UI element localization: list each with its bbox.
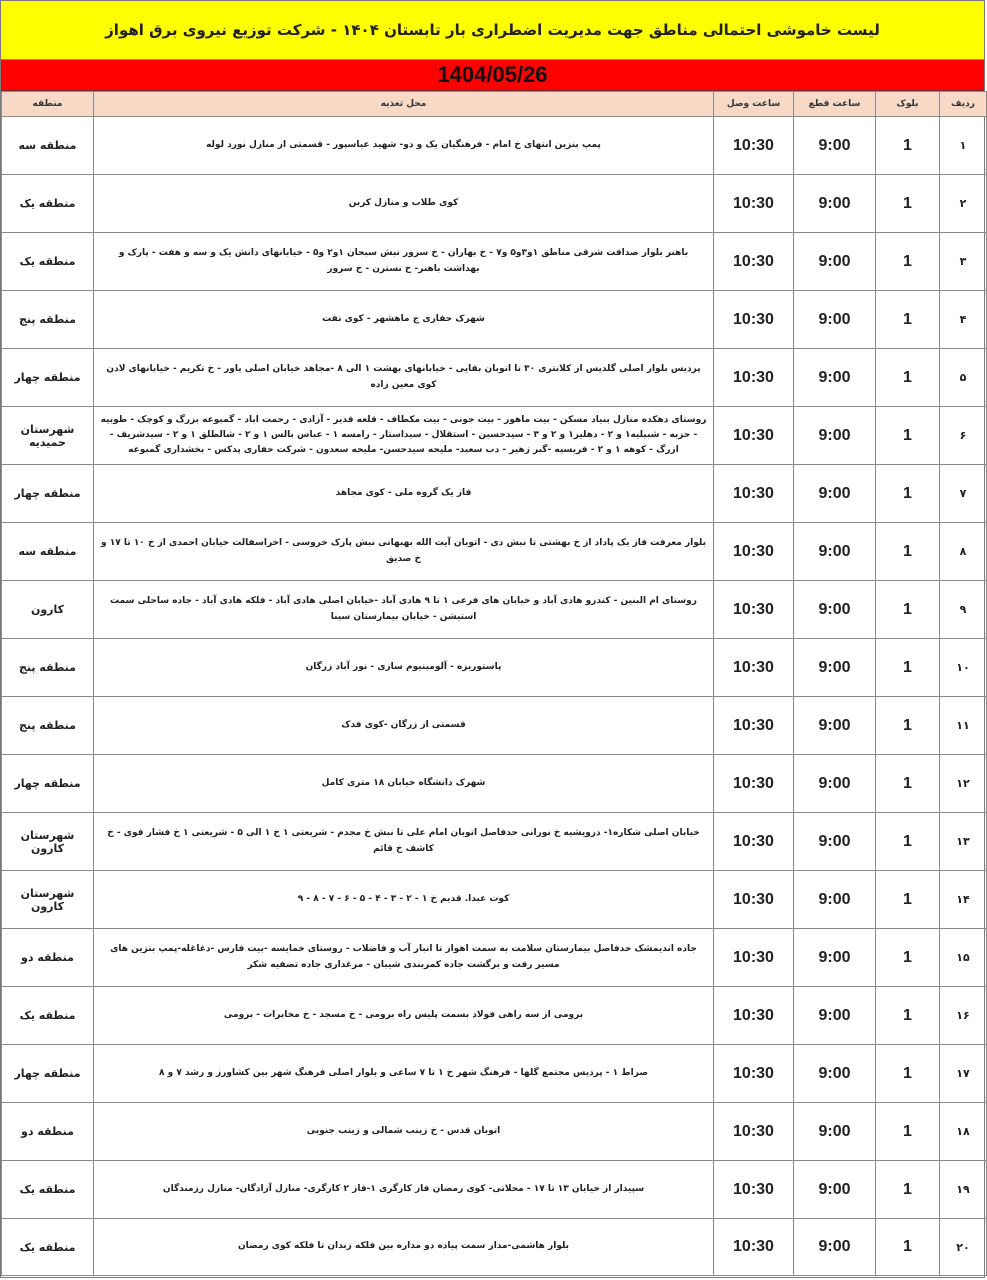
region-name: منطقه یک bbox=[2, 233, 94, 291]
off-time: 9:00 bbox=[794, 407, 876, 465]
location-text: برومی از سه راهی فولاد بسمت پلیس راه برومی - خ مسجد - خ مخابرات - برومی bbox=[94, 987, 714, 1045]
region-name: شهرستان کارون bbox=[2, 813, 94, 871]
row-number: ۱۸ bbox=[940, 1103, 987, 1161]
row-number: ۱۶ bbox=[940, 987, 987, 1045]
location-text: صراط ۱ - پردیس مجتمع گلها - فرهنگ شهر خ ۱ تا ۷ ساعی و بلوار اصلی فرهنگ شهر بین کشاورز و رشد ۷ و ۸ bbox=[94, 1045, 714, 1103]
on-time: 10:30 bbox=[714, 291, 794, 349]
table-row bbox=[2, 175, 987, 233]
block-number: 1 bbox=[876, 291, 940, 349]
off-time: 9:00 bbox=[794, 349, 876, 407]
on-time: 10:30 bbox=[714, 407, 794, 465]
column-header-region: منطقه bbox=[2, 92, 94, 117]
on-time: 10:30 bbox=[714, 929, 794, 987]
region-name: منطقه چهار bbox=[2, 465, 94, 523]
off-time: 9:00 bbox=[794, 581, 876, 639]
location-text: کوت عبدا. قدیم خ ۱ - ۲ - ۳ - ۴ - ۵ - ۶ - ۷ - ۸ - ۹ bbox=[94, 871, 714, 929]
table-row bbox=[2, 755, 987, 813]
location-text: روستای ام البنین - کندرو هادی آباد و خیابان های فرعی ۱ تا ۹ هادی آباد -خیابان اصلی هادی آباد - فلکه هادی آباد - جاده ساحلی سمت استیشن - خیابان بیمارستان سینا bbox=[94, 581, 714, 639]
on-time: 10:30 bbox=[714, 987, 794, 1045]
row-number: ۱۷ bbox=[940, 1045, 987, 1103]
row-number: ۲۰ bbox=[940, 1219, 987, 1276]
location-text: اتوبان قدس - خ زینب شمالی و زینب جنوبی bbox=[94, 1103, 714, 1161]
table-row bbox=[2, 117, 987, 175]
on-time: 10:30 bbox=[714, 175, 794, 233]
block-number: 1 bbox=[876, 929, 940, 987]
region-name: شهرستان کارون bbox=[2, 871, 94, 929]
off-time: 9:00 bbox=[794, 175, 876, 233]
off-time: 9:00 bbox=[794, 987, 876, 1045]
off-time: 9:00 bbox=[794, 697, 876, 755]
region-name: منطقه یک bbox=[2, 175, 94, 233]
table-row bbox=[2, 581, 987, 639]
region-name: منطقه چهار bbox=[2, 349, 94, 407]
location-text: قسمتی از زرگان -کوی فدک bbox=[94, 697, 714, 755]
table-row bbox=[2, 871, 987, 929]
table-row bbox=[2, 813, 987, 871]
outage-table bbox=[1, 91, 987, 1276]
off-time: 9:00 bbox=[794, 871, 876, 929]
table-row bbox=[2, 1103, 987, 1161]
location-text: بلوار هاشمی-مدار سمت پیاده دو مداره بین فلکه زندان تا فلکه کوی رمضان bbox=[94, 1219, 714, 1276]
region-name: منطقه چهار bbox=[2, 1045, 94, 1103]
on-time: 10:30 bbox=[714, 639, 794, 697]
off-time: 9:00 bbox=[794, 1103, 876, 1161]
location-text: فاز یک گروه ملی - کوی مجاهد bbox=[94, 465, 714, 523]
on-time: 10:30 bbox=[714, 349, 794, 407]
table-row bbox=[2, 1045, 987, 1103]
column-header-location: محل تغذیه bbox=[94, 92, 714, 117]
table-header-row bbox=[2, 92, 987, 117]
row-number: ۱۴ bbox=[940, 871, 987, 929]
page-title: لیست خاموشی احتمالی مناطق جهت مدیریت اضطراری بار تابستان ۱۴۰۴ - شرکت توزیع نیروی برق اهواز bbox=[1, 1, 984, 60]
location-text: باهنر بلوار صداقت شرقی مناطق ۱و۳و۵ و۷ - خ بهاران - خ سرور نبش سبحان ۱و۲ و۵ - خیابانهای دانش یک و سه و هفت - پارک و بهداشت باهنر- خ نسترن - خ سرور bbox=[94, 233, 714, 291]
on-time: 10:30 bbox=[714, 233, 794, 291]
region-name: منطقه پنج bbox=[2, 639, 94, 697]
location-text: جاده اندیمشک حدفاصل بیمارستان سلامت به سمت اهواز تا انبار آب و فاضلاب - روستای خمایسه -بیت فارس -دغاغله-پمپ بنزین های مسیر رفت و برگشت جاده کمربندی شیبان - مرغداری جاده تصفیه شکر bbox=[94, 929, 714, 987]
on-time: 10:30 bbox=[714, 1161, 794, 1219]
table-row bbox=[2, 407, 987, 465]
block-number: 1 bbox=[876, 1219, 940, 1276]
row-number: ۱۹ bbox=[940, 1161, 987, 1219]
row-number: ۵ bbox=[940, 349, 987, 407]
on-time: 10:30 bbox=[714, 465, 794, 523]
table-row bbox=[2, 523, 987, 581]
block-number: 1 bbox=[876, 987, 940, 1045]
region-name: کارون bbox=[2, 581, 94, 639]
column-header-block: بلوک bbox=[876, 92, 940, 117]
region-name: منطقه دو bbox=[2, 1103, 94, 1161]
location-text: روستای دهکده منازل بنیاد مسکن - بیت ماهور - بیت جونی - بیت مکطاف - قلعه قدیر - آزادی - رحمت اباد - گمبوعه بزرگ و کوچک - طوبیه - حزبه - شبیلیه۱ و ۲ - دهلیز۱ و ۲ و ۳ - سیدحسین - استقلال - سیداستار - رامسه ۱ - عباس بالس ۱ و ۲ - شالطلق ۱ و ۲ - سیدشریف - ازرگ - کوهه ۱ و ۲ - فریسیه -گبر زهیر - دب سعید- ملیحه سیدحسن- ملیحه سعدون - شرکت حفاری پدکس - بخشداری گمبوعه bbox=[94, 407, 714, 465]
table-row bbox=[2, 1161, 987, 1219]
table-row bbox=[2, 987, 987, 1045]
on-time: 10:30 bbox=[714, 1103, 794, 1161]
off-time: 9:00 bbox=[794, 117, 876, 175]
on-time: 10:30 bbox=[714, 697, 794, 755]
on-time: 10:30 bbox=[714, 1045, 794, 1103]
region-name: منطقه چهار bbox=[2, 755, 94, 813]
block-number: 1 bbox=[876, 349, 940, 407]
table-row bbox=[2, 291, 987, 349]
column-header-on-time: ساعت وصل bbox=[714, 92, 794, 117]
region-name: منطقه یک bbox=[2, 1219, 94, 1276]
block-number: 1 bbox=[876, 1045, 940, 1103]
on-time: 10:30 bbox=[714, 871, 794, 929]
region-name: منطقه پنج bbox=[2, 697, 94, 755]
table-row bbox=[2, 929, 987, 987]
column-header-off-time: ساعت قطع bbox=[794, 92, 876, 117]
off-time: 9:00 bbox=[794, 639, 876, 697]
off-time: 9:00 bbox=[794, 233, 876, 291]
row-number: ۱۰ bbox=[940, 639, 987, 697]
block-number: 1 bbox=[876, 581, 940, 639]
block-number: 1 bbox=[876, 639, 940, 697]
region-name: منطقه پنج bbox=[2, 291, 94, 349]
off-time: 9:00 bbox=[794, 813, 876, 871]
location-text: کوی طلاب و منازل کربن bbox=[94, 175, 714, 233]
location-text: خیابان اصلی شکاره۱- درویشیه خ نورانی حدفاصل اتوبان امام علی تا نبش خ مجدم - شریعتی ۱ خ ۱ الی ۵ - شریعتی ۱ خ فشار قوی - خ کاشف خ قائم bbox=[94, 813, 714, 871]
table-row bbox=[2, 639, 987, 697]
block-number: 1 bbox=[876, 175, 940, 233]
table-row bbox=[2, 465, 987, 523]
on-time: 10:30 bbox=[714, 755, 794, 813]
row-number: ۴ bbox=[940, 291, 987, 349]
location-text: بلوار معرفت فاز یک پاداد از خ بهشتی تا نبش دی - اتوبان آیت الله بهبهانی نبش پارک خروسی - اخراسفالت خیابان احمدی از خ ۱۰ تا ۱۷ و خ صدیق bbox=[94, 523, 714, 581]
off-time: 9:00 bbox=[794, 1219, 876, 1276]
location-text: پمپ بنزین انتهای خ امام - فرهنگیان یک و دو- شهید عباسپور - قسمتی از منازل نورد لوله bbox=[94, 117, 714, 175]
off-time: 9:00 bbox=[794, 291, 876, 349]
block-number: 1 bbox=[876, 813, 940, 871]
row-number: ۲ bbox=[940, 175, 987, 233]
row-number: ۱۱ bbox=[940, 697, 987, 755]
location-text: شهرک حفاری ج ماهشهر - کوی نفت bbox=[94, 291, 714, 349]
region-name: منطقه سه bbox=[2, 117, 94, 175]
block-number: 1 bbox=[876, 755, 940, 813]
row-number: ۱۵ bbox=[940, 929, 987, 987]
region-name: منطقه یک bbox=[2, 1161, 94, 1219]
row-number: ۱۳ bbox=[940, 813, 987, 871]
off-time: 9:00 bbox=[794, 929, 876, 987]
on-time: 10:30 bbox=[714, 813, 794, 871]
region-name: منطقه دو bbox=[2, 929, 94, 987]
schedule-date: 1404/05/26 bbox=[1, 60, 984, 91]
off-time: 9:00 bbox=[794, 1161, 876, 1219]
location-text: پردیس بلوار اصلی گلدیس از کلانتری ۳۰ تا اتوبان بقایی - خیابانهای بهشت ۱ الی ۸ -مجاهد خیابان اصلی یاور - خ تکریم - خیابانهای لادن کوی معین زاده bbox=[94, 349, 714, 407]
on-time: 10:30 bbox=[714, 117, 794, 175]
row-number: ۸ bbox=[940, 523, 987, 581]
block-number: 1 bbox=[876, 697, 940, 755]
on-time: 10:30 bbox=[714, 1219, 794, 1276]
off-time: 9:00 bbox=[794, 1045, 876, 1103]
location-text: شهرک دانشگاه خیابان ۱۸ متری کامل bbox=[94, 755, 714, 813]
region-name: منطقه یک bbox=[2, 987, 94, 1045]
row-number: ۷ bbox=[940, 465, 987, 523]
block-number: 1 bbox=[876, 871, 940, 929]
row-number: ۶ bbox=[940, 407, 987, 465]
region-name: منطقه سه bbox=[2, 523, 94, 581]
row-number: ۳ bbox=[940, 233, 987, 291]
off-time: 9:00 bbox=[794, 755, 876, 813]
location-text: پاستوریزه - آلومینیوم سازی - نور آباد زرگان bbox=[94, 639, 714, 697]
block-number: 1 bbox=[876, 1103, 940, 1161]
block-number: 1 bbox=[876, 523, 940, 581]
row-number: ۱۲ bbox=[940, 755, 987, 813]
block-number: 1 bbox=[876, 465, 940, 523]
region-name: شهرستان حمیدیه bbox=[2, 407, 94, 465]
off-time: 9:00 bbox=[794, 465, 876, 523]
table-row bbox=[2, 1219, 987, 1276]
location-text: سپیدار از خیابان ۱۳ تا ۱۷ - محلاتی- کوی رمضان فاز کارگری ۱-فاز ۲ کارگری- منازل آزادگان- منازل رزمندگان bbox=[94, 1161, 714, 1219]
on-time: 10:30 bbox=[714, 581, 794, 639]
table-row bbox=[2, 233, 987, 291]
block-number: 1 bbox=[876, 233, 940, 291]
table-row bbox=[2, 697, 987, 755]
table-row bbox=[2, 349, 987, 407]
column-header-radif: ردیف bbox=[940, 92, 987, 117]
block-number: 1 bbox=[876, 1161, 940, 1219]
block-number: 1 bbox=[876, 407, 940, 465]
row-number: ۱ bbox=[940, 117, 987, 175]
on-time: 10:30 bbox=[714, 523, 794, 581]
off-time: 9:00 bbox=[794, 523, 876, 581]
row-number: ۹ bbox=[940, 581, 987, 639]
block-number: 1 bbox=[876, 117, 940, 175]
